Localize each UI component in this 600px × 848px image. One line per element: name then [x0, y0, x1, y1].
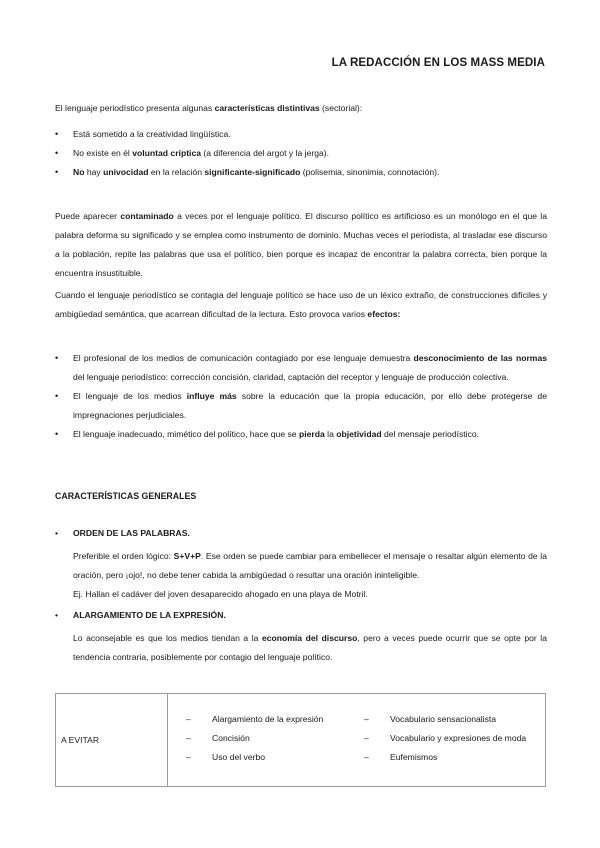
- intro-text: El lenguaje periodístico presenta algunas: [55, 103, 215, 113]
- paragraph-contamination: Puede aparecer contaminado a veces por el lenguaje político. El discurso político es artificioso es un monólogo en el que la palabra deforma su significado y se emplea como instrumento de dominio. Muchas veces el periodista, al trasladar ese discurso a la población, repite las palabras que usa el político, bien porque es incapaz de encontrar la palabra correcta, bien porque la encuentra insustituible.: [55, 211, 547, 278]
- intro-paragraph: [55, 99, 547, 118]
- list-item: • Está sometido a la creatividad lingüística.: [55, 125, 547, 144]
- avoid-table: [55, 693, 546, 787]
- list-item: – Uso del verbo: [186, 752, 266, 762]
- general-item-lengthening: [55, 610, 547, 670]
- avoid-items-cell: [168, 694, 546, 787]
- effects-list: [55, 349, 547, 444]
- item-heading: ALARGAMIENTO DE LA EXPRESIÓN.: [73, 610, 226, 620]
- list-item: • El profesional de los medios de comunicación contagiado por ese lenguaje demuestra desconocimiento de las normas del lenguaje periodístico: corrección concisión, claridad, captación del receptor y lenguaje de producción colectiva.: [55, 349, 547, 387]
- list-item: – Concisión: [186, 733, 250, 743]
- list-item: • El lenguaje de los medios influye más sobre la educación que la propia educación, por ello debe protegerse de impregnaciones perjudiciales.: [55, 387, 547, 425]
- paragraph-contagion: Cuando el lenguaje periodístico se contagia del lenguaje político se hace uso de un léxico extraño, de construcciones difíciles y ambigüedad semántica, que acarrean dificultad de la lectura. Esto provoca varios efectos:: [55, 290, 547, 319]
- list-item: • No existe en él voluntad críptica (a diferencia del argot y la jerga).: [55, 144, 547, 163]
- bullet-icon: •: [55, 167, 59, 177]
- avoid-column-1: [186, 710, 323, 767]
- item-body: Lo aconsejable es que los medios tiendan a la economía del discurso, pero a veces puede ocurrir que se opte por la tendencia contraria, posiblemente por contagio del lenguaje político.: [73, 633, 547, 662]
- page-title: LA REDACCIÓN EN LOS MASS MEDIA: [331, 57, 545, 69]
- bullet-icon: •: [55, 610, 59, 620]
- list-item: – Eufemismos: [364, 752, 438, 762]
- list-item: • El lenguaje inadecuado, mimético del político, hace que se pierda la objetividad del mensaje periodístico.: [55, 425, 547, 444]
- list-item: – Vocabulario sensacionalista: [364, 714, 497, 724]
- item-heading: ORDEN DE LAS PALABRAS.: [73, 528, 190, 538]
- list-item: • No hay univocidad en la relación significante-significado (polisemia, sinonimia, connotación).: [55, 163, 547, 182]
- item-body: Preferible el orden lógico: S+V+P. Ese orden se puede cambiar para embellecer el mensaje o resaltar algún elemento de la oración, pero ¡ojo!, no debe tener cabida la ambigüedad o resultar una oración ininteligible. Ej. Hallan el cadáver del joven desaparecido ahogado en una playa de Motril.: [73, 551, 547, 599]
- bullet-icon: •: [55, 429, 59, 439]
- intro-text-end: (sectorial):: [319, 103, 363, 113]
- list-item: – Vocabulario y expresiones de moda: [364, 733, 527, 743]
- bullet-icon: •: [55, 148, 59, 158]
- bullet-icon: •: [55, 129, 59, 139]
- avoid-label: A EVITAR: [56, 694, 168, 787]
- intro-bold: características distintivas: [214, 103, 320, 113]
- bullet-icon: •: [55, 528, 59, 538]
- section-heading: CARACTERÍSTICAS GENERALES: [55, 491, 197, 501]
- general-item-order: [55, 528, 547, 608]
- bullet-icon: •: [55, 391, 59, 401]
- features-list: [55, 125, 547, 182]
- list-item: – Alargamiento de la expresión: [186, 714, 324, 724]
- bullet-icon: •: [55, 353, 59, 363]
- avoid-column-2: [364, 710, 526, 767]
